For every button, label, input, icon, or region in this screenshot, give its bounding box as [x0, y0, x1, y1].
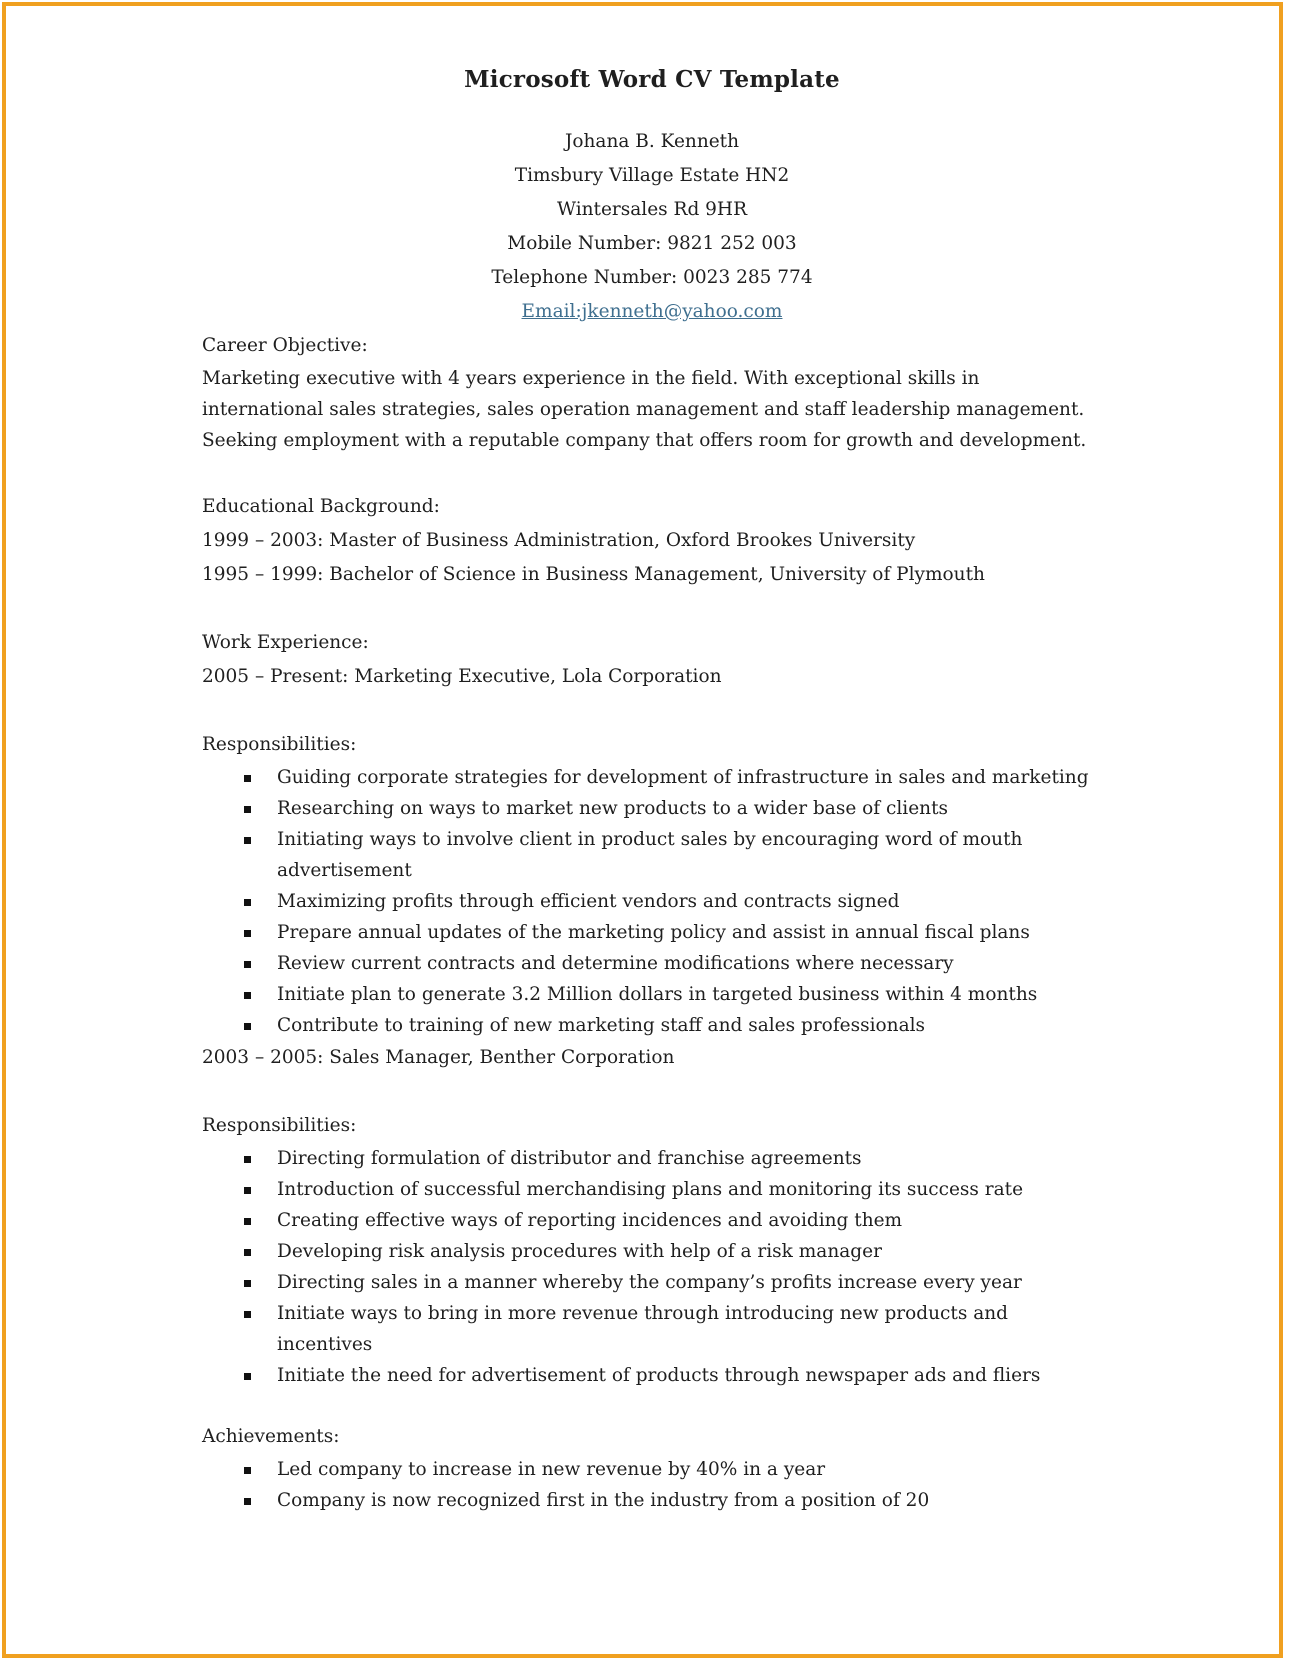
education-entry: 1995 – 1999: Bachelor of Science in Business Management, University of Plymouth	[202, 564, 985, 585]
list-item: Initiate plan to generate 3.2 Million dollars in targeted business within 4 months	[244, 979, 1102, 1010]
contact-mobile: Mobile Number: 9821 252 003	[507, 233, 797, 254]
spacer	[202, 1075, 1102, 1109]
list-item: Creating effective ways of reporting incidences and avoiding them	[244, 1205, 1102, 1236]
list-item: Led company to increase in new revenue by 40% in a year	[244, 1454, 1102, 1485]
list-item: Directing formulation of distributor and franchise agreements	[244, 1143, 1102, 1174]
list-item: Initiate ways to bring in more revenue through introducing new products and incentives	[244, 1298, 1102, 1360]
list-item: Contribute to training of new marketing staff and sales professionals	[244, 1010, 1102, 1041]
contact-email-row	[202, 295, 1102, 329]
list-item: Initiate the need for advertisement of products through newspaper ads and fliers	[244, 1360, 1102, 1391]
list-item: Review current contracts and determine modifications where necessary	[244, 948, 1102, 979]
contact-address-line1: Timsbury Village Estate HN2	[514, 165, 790, 186]
list-item: Prepare annual updates of the marketing policy and assist in annual fiscal plans	[244, 917, 1102, 948]
career-objective-text: Marketing executive with 4 years experience in the field. With exceptional skills in international sales strategies, sales operation management and staff leadership management. Seeking employment with a reputable company that offers room for growth and development.	[202, 368, 1087, 451]
contact-name: Johana B. Kenneth	[564, 131, 740, 152]
contact-address-line2: Wintersales Rd 9HR	[557, 199, 747, 220]
list-item: Initiating ways to involve client in product sales by encouraging word of mouth advertisement	[244, 824, 1102, 886]
career-objective-heading: Career Objective:	[202, 335, 368, 356]
list-item: Developing risk analysis procedures with help of a risk manager	[244, 1236, 1102, 1267]
job-title: 2005 – Present: Marketing Executive, Lola Corporation	[202, 666, 722, 687]
list-item: Directing sales in a manner whereby the company’s profits increase every year	[244, 1267, 1102, 1298]
spacer	[202, 592, 1102, 626]
list-item: Guiding corporate strategies for development of infrastructure in sales and marketing	[244, 762, 1102, 793]
page-frame	[2, 2, 1283, 1658]
cv-document	[202, 66, 1102, 1516]
list-item: Company is now recognized first in the industry from a position of 20	[244, 1485, 1102, 1516]
spacer	[202, 1391, 1102, 1420]
list-item: Researching on ways to market new products to a wider base of clients	[244, 793, 1102, 824]
responsibilities-heading: Responsibilities:	[202, 734, 357, 755]
document-title: Microsoft Word CV Template	[464, 66, 840, 93]
education-heading: Educational Background:	[202, 496, 440, 517]
list-item: Maximizing profits through efficient vendors and contracts signed	[244, 886, 1102, 917]
work-experience-heading: Work Experience:	[202, 632, 369, 653]
spacer	[202, 456, 1102, 490]
achievements-heading: Achievements:	[202, 1426, 340, 1447]
achievements-list	[202, 1454, 1102, 1516]
responsibilities-list	[202, 762, 1102, 1041]
contact-telephone: Telephone Number: 0023 285 774	[491, 267, 813, 288]
list-item: Introduction of successful merchandising plans and monitoring its success rate	[244, 1174, 1102, 1205]
contact-block	[202, 125, 1102, 329]
email-link[interactable]: Email:jkenneth@yahoo.com	[521, 301, 783, 322]
job-title: 2003 – 2005: Sales Manager, Benther Corporation	[202, 1047, 675, 1068]
education-entry: 1999 – 2003: Master of Business Administration, Oxford Brookes University	[202, 530, 916, 551]
spacer	[202, 694, 1102, 728]
responsibilities-list	[202, 1143, 1102, 1391]
responsibilities-heading: Responsibilities:	[202, 1115, 357, 1136]
